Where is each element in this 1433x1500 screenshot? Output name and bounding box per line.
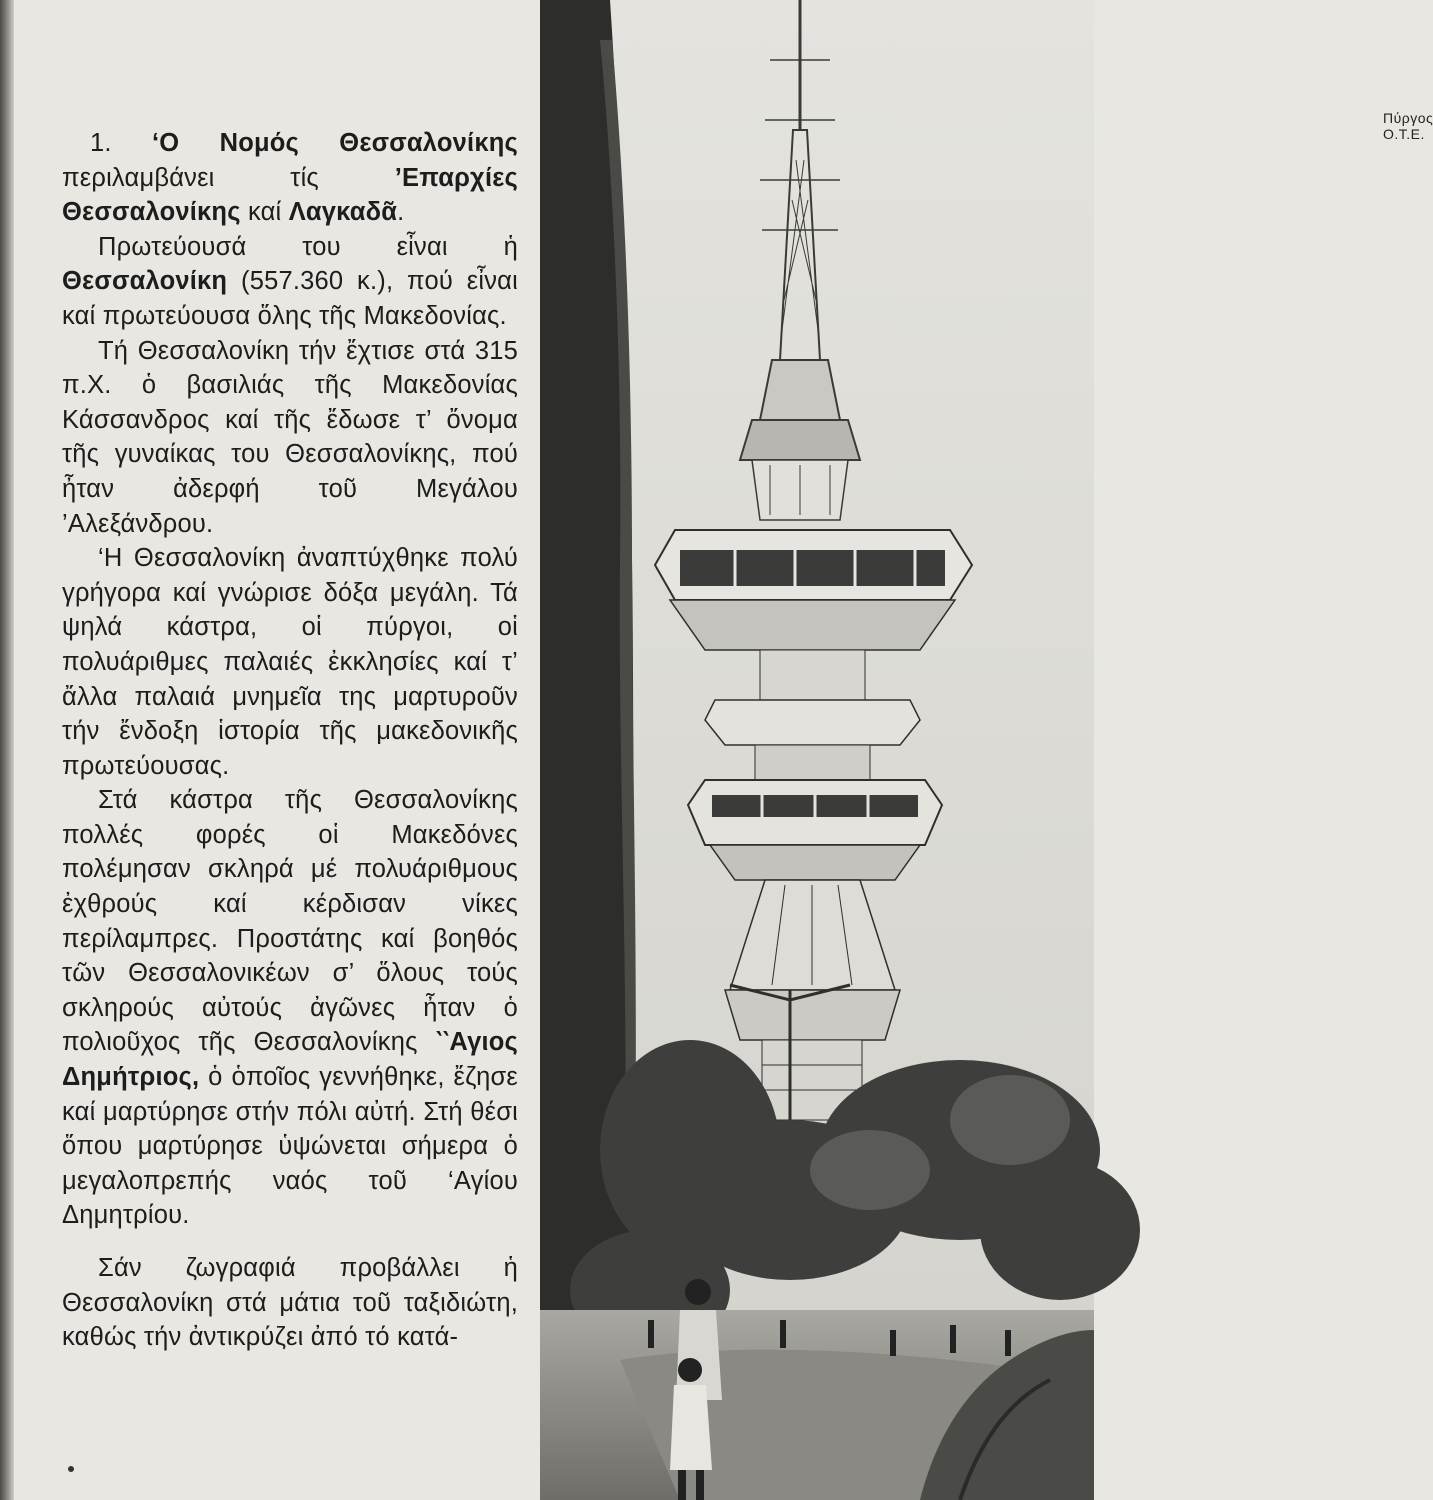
tower-ring-1	[705, 700, 920, 745]
tower-cap	[760, 360, 840, 420]
observation-deck-lower	[688, 780, 942, 880]
paragraph-4: ‘Η Θεσσαλονίκη ἀναπτύχθηκε πολύ γρήγορα καί γνώρισε δόξα μεγάλη. Τά ψηλά κάστρα, οἱ πύργοι, οἱ πολυάριθμες παλαιές ἐκκλησίες καί τ’ ἄλλα παλαιά μνημεῖα της μαρτυροῦν τήν ἔνδοξη ἱστορία τῆς μακεδονικῆς πρωτεύουσας.	[62, 544, 518, 780]
print-dot	[68, 1466, 74, 1472]
tower-illustration	[540, 0, 1094, 1500]
article-text	[62, 126, 518, 1355]
observation-deck-top	[655, 530, 972, 650]
paragraph-5: Στά κάστρα τῆς Θεσσαλονίκης πολλές φορές οἱ Μακεδόνες πολέμησαν σκληρά μέ πολυάριθμους ἐχθρούς καί κέρδισαν νίκες περίλαμπρες. Προστάτης καί βοηθός τῶν Θεσσαλονικέων σ’ ὅλους τούς σκληρούς αὐτούς ἀγῶνες ἦταν ὁ πολιοῦχος τῆς Θεσσαλονίκης ‵‵Αγιος Δημήτριος, ὁ ὁποῖος γεννήθηκε, ἔζησε καί μαρτύρησε στήν πόλι αὐτή. Στή θέσι ὅπου μαρτύρησε ὑψώνεται σήμερα ὁ μεγαλοπρεπής ναός τοῦ ‘Αγίου Δημητρίου.	[62, 786, 518, 1230]
page-binding-edge	[0, 0, 14, 1500]
photo-caption: Πύργος Ο.Τ.Ε.	[1383, 110, 1433, 142]
paragraph-1: 1. ‘Ο Νομός Θεσσαλονίκης περιλαμβάνει τίς ’Επαρχίες Θεσσαλονίκης καί Λαγκαδᾶ.	[62, 129, 518, 227]
paragraph-2: Πρωτεύουσά του εἶναι ἡ Θεσσαλονίκη (557.360 κ.), πού εἶναι καί πρωτεύουσα ὅλης τῆς Μακεδονίας.	[62, 232, 518, 330]
paragraph-6: Σάν ζωγραφιά προβάλλει ἡ Θεσσαλονίκη στά μάτια τοῦ ταξιδιώτη, καθώς τήν ἀντικρύζει ἀπό τό κατά-	[62, 1254, 518, 1352]
paragraph-3: Τή Θεσσαλονίκη τήν ἔχτισε στά 315 π.Χ. ὁ βασιλιάς τῆς Μακεδονίας Κάσσανδρος καί τῆς ἔδωσε τ’ ὄνομα τῆς γυναίκας του Θεσσαλονίκης, πού ἦταν ἀδερφή τοῦ Μεγάλου ’Αλεξάνδρου.	[62, 336, 518, 538]
photo-ote-tower	[540, 0, 1433, 1500]
